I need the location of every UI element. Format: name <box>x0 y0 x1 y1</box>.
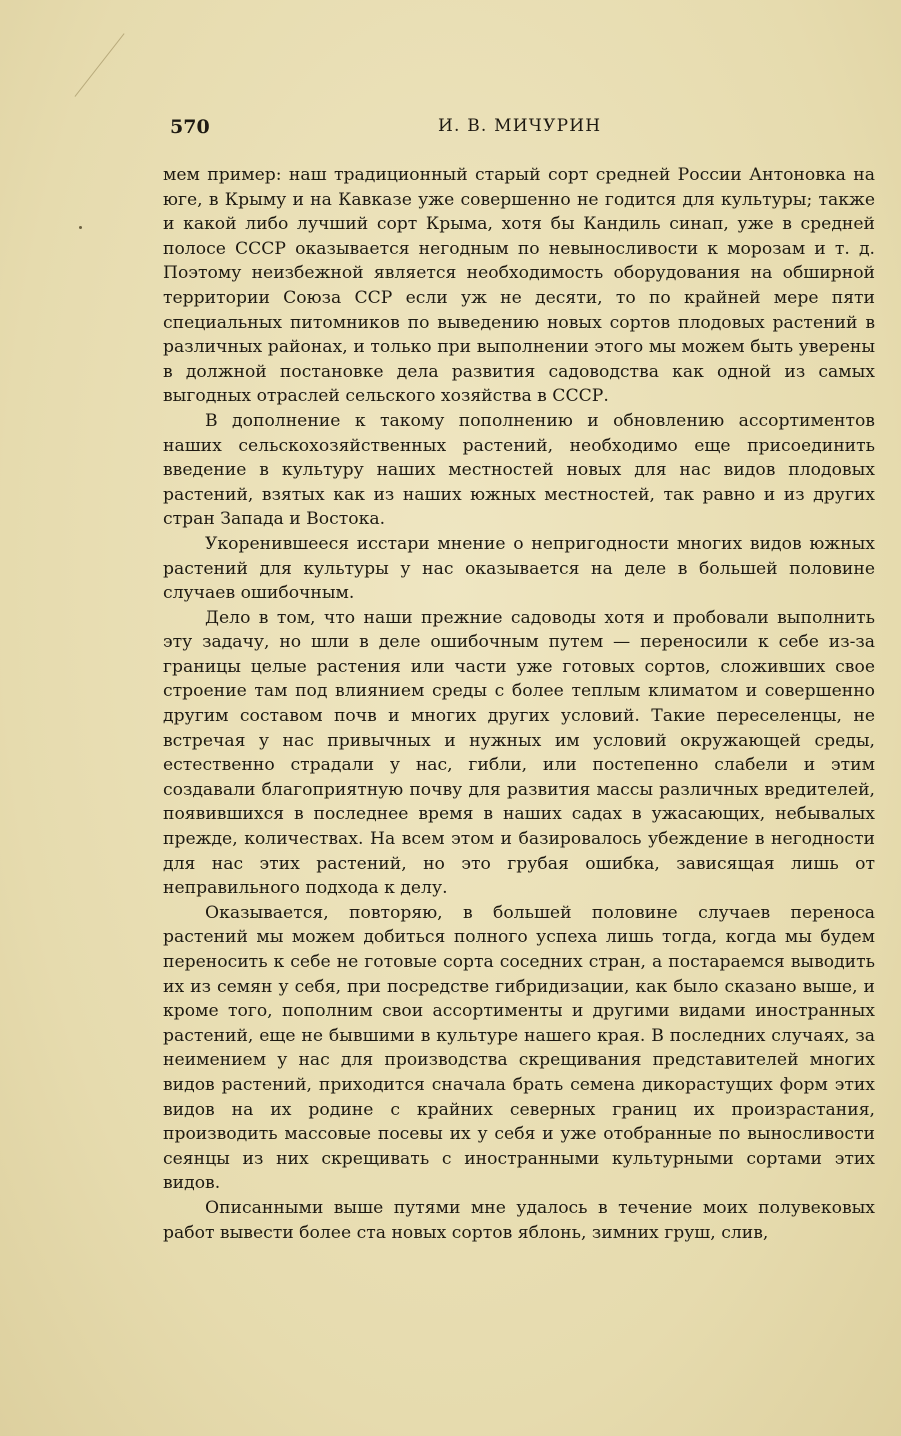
paragraph: Описанными выше путями мне удалось в течение моих полувековых работ вывести более ста новых сортов яблонь, зимних груш, слив, <box>163 1197 875 1243</box>
paper-speck <box>79 226 82 229</box>
paragraph: мем пример: наш традиционный старый сорт средней России Антоновка на юге, в Крыму и на Кавказе уже совершенно не годится для культуры; также и какой либо лучший сорт Крыма, хотя бы Кандиль синап, уже в средней полосе СССР оказывается негодным по невыносливости к морозам и т. д. Поэтому неизбежной является необходимость оборудования на обширной территории Союза ССР если уж не десяти, то по крайней мере пяти специальных питомников по выведению новых сортов плодовых растений в различных районах, и только при выполнении этого мы можем быть уверены в должной постановке дела развития садоводства как одной из самых выгодных отраслей сельского хозяйства в СССР. <box>163 165 875 407</box>
page-number: 570 <box>170 116 210 138</box>
running-head <box>170 116 875 144</box>
page-corner-fold <box>19 0 124 97</box>
paragraph: В дополнение к такому пополнению и обновлению ассортиментов наших сельскохозяйственных растений, необходимо еще присоединить введение в культуру наших местностей новых для нас видов плодовых растений, взятых как из наших южных местностей, так равно и из других стран Запада и Востока. <box>163 410 875 530</box>
paragraph: Дело в том, что наши прежние садоводы хотя и пробовали выполнить эту задачу, но шли в деле ошибочным путем — переносили к себе из-за границы целые растения или части уже готовых сортов, сложивших свое строение там под влиянием среды с более теплым климатом и совершенно другим составом почв и многих других условий. Такие переселенцы, не встречая у нас привычных и нужных им условий окружающей среды, естественно страдали у нас, гибли, или постепенно слабели и этим создавали благоприятную почву для развития массы различных вредителей, появившихся в последнее время в наших садах в ужасающих, небывалых прежде, количествах. На всем этом и базировалось убеждение в негодности для нас этих растений, но это грубая ошибка, зависящая лишь от неправильного подхода к делу. <box>163 607 875 899</box>
running-head-author: И. В. МИЧУРИН <box>438 116 602 136</box>
paragraph: Оказывается, повторяю, в большей половине случаев переноса растений мы можем добиться полного успеха лишь тогда, когда мы будем переносить к себе не готовые сорта соседних стран, а постараемся выводить их из семян у себя, при посредстве гибридизации, как было сказано выше, и кроме того, пополним свои ассортименты и другими видами иностранных растений, еще не бывшими в культуре нашего края. В последних случаях, за неимением у нас для производства скрещивания представителей многих видов растений, приходится сначала брать семена дикорастущих форм этих видов на их родине с крайних северных границ их произрастания, производить массовые посевы их у себя и уже отобранные по выносливости сеянцы из них скрещивать с иностранными культурными сортами этих видов. <box>163 902 875 1194</box>
text-body <box>163 163 875 1245</box>
paragraph: Укоренившееся исстари мнение о непригодности многих видов южных растений для культуры у нас оказывается на деле в большей половине случаев ошибочным. <box>163 533 875 604</box>
